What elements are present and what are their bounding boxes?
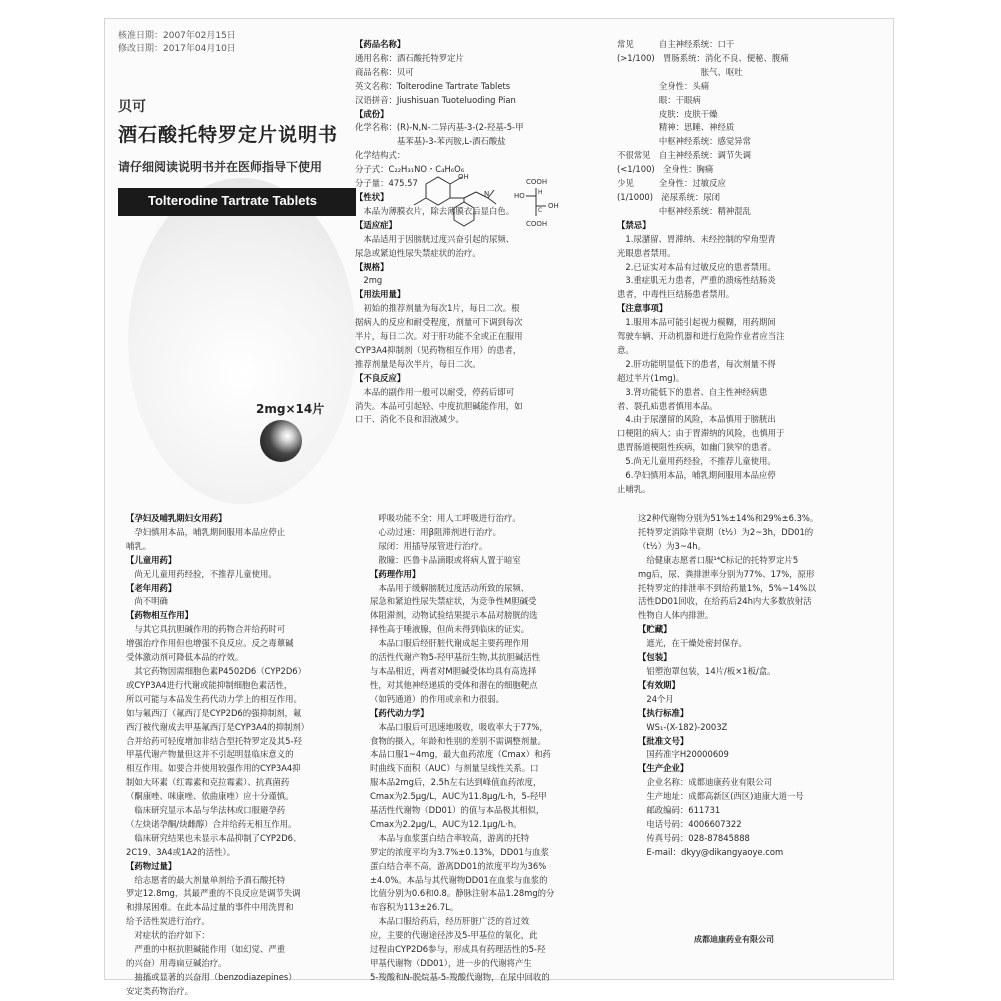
text-line: 性，对其他神经递质的受体和潜在的细胞靶点 (370, 679, 538, 690)
section-heading: 【有效期】 (638, 679, 680, 690)
text-line: 分子量：475.57 (355, 178, 418, 189)
text-line: 蛋白结合率不高，游离DD01的浓度平均为36% (370, 860, 547, 871)
text-line: 过程由CYP2D6参与，形成具有药理活性的5-羟 (370, 944, 546, 955)
ring-phenyl (454, 202, 474, 226)
text-line: 严重的中枢抗胆碱能作用（如幻觉、严重 (126, 944, 286, 955)
text-line: 尿急和紧迫性尿失禁症状，为竞争性M胆碱受 (370, 596, 537, 607)
text-line: 合并给药可轻度增加非结合型托特罗定及其5-羟 (126, 735, 302, 746)
text-line: (1/1000) 泌尿系统：尿闭 (617, 191, 720, 202)
text-line: 口梗阻的病人；由于胃滞纳的风险，也慎用于 (617, 428, 785, 439)
text-line: E-mail：dkyy@dikangyaoye.com (638, 846, 784, 857)
text-line: 驾驶车辆、开动机器和进行危险作业者应当注 (617, 331, 785, 342)
text-line: 本品口服后经肝脏代谢成起主要药理作用 (370, 638, 530, 649)
text-line: 2.肝功能明显低下的患者，每次剂量不得 (617, 358, 776, 369)
text-line: 化学结构式： (355, 150, 406, 161)
ring-upper (426, 177, 450, 205)
section-heading: 【适应症】 (355, 219, 397, 230)
text-line: 分子式：C₂₂H₃₁NO・C₄H₆O₆ (355, 164, 465, 175)
text-line: 常见 自主神经系统：口干 (617, 39, 735, 49)
text-line: 3.肾功能低下的患者、自主性神经病患 (617, 386, 768, 397)
text-line: 意。 (617, 344, 634, 355)
text-line: 本品用于缓解膀胱过度活动所致的尿频、 (370, 582, 530, 593)
usage-instruction: 请仔细阅读说明书并在医师指导下使用 (118, 160, 323, 174)
text-line: 应，主要的代谢途径涉及5-甲基位的氧化，此 (370, 930, 538, 941)
text-line: 本品口服1~4mg，最大血药浓度（Cmax）和药 (370, 749, 551, 760)
text-line: 哺乳。 (126, 540, 152, 551)
text-line: 铝塑泡罩包装，14片/板×1板/盒。 (638, 665, 776, 676)
text-line: 罗定12.8mg，其最严重的不良反应是调节失调 (126, 888, 301, 899)
section-heading: 【成份】 (355, 108, 389, 119)
text-line: 推荐剂量是每次半片，每日二次。 (355, 358, 481, 369)
text-line: 通用名称：酒石酸托特罗定片 (355, 52, 464, 63)
section-heading: 【性状】 (355, 191, 389, 202)
section-heading: 【贮藏】 (638, 624, 672, 635)
text-line: 体阻滞剂，动物试验结果提示本品对膀胱的选 (370, 610, 538, 621)
text-line: 初始的推荐剂量为每次1片，每日二次。根 (355, 303, 520, 314)
text-line: 4.由于尿潴留的风险，本品慎用于膀胱出 (617, 414, 776, 425)
text-line: 胀气、呕吐 (617, 66, 743, 77)
text-line: 5-羧酸和N-脱烷基-5-羧酸代谢物，在尿中回收的 (370, 971, 550, 982)
text-line: 基活性代谢物（DD01）的值与本品极其相似， (370, 805, 545, 816)
text-line: 国药准字H20000609 (638, 749, 729, 760)
brand-name: 贝可 (118, 99, 146, 115)
cooh-top: COOH (526, 178, 548, 186)
text-line: 食物的摄入，年龄和性别的差别不需调整剂量。 (370, 735, 546, 746)
text-line: 汉语拼音：Jiushisuan Tuoteluoding Pian (355, 94, 516, 105)
text-line: （左炔诺孕酮/炔雌醇）合并给药无相互作用。 (126, 818, 297, 829)
text-line: Cmax为2.5μg/L，AUC为11.8μg/L·h，5-羟甲 (370, 791, 547, 802)
text-line: 皮肤：皮肤干燥 (617, 108, 718, 119)
section-heading: 【孕妇及哺乳期妇女用药】 (126, 513, 227, 523)
text-line: 者、裂孔疝患者慎用本品。 (617, 400, 718, 411)
text-line: 2mg (355, 275, 383, 286)
chain-bond-2 (464, 192, 476, 198)
text-line: 本品适用于因膀胱过度兴奋引起的尿频、 (355, 233, 515, 244)
text-line: 西汀被代谢成去甲基氟西汀是CYP3A4的抑制剂） (126, 721, 310, 732)
text-line: 受体激动剂可降低本品的疗效。 (126, 652, 244, 663)
footer-company: 成都迪康药业有限公司 (694, 935, 774, 944)
revision-dates (118, 30, 236, 56)
text-line: （酮康唑、咪康唑、依曲康唑）应十分谨慎。 (126, 791, 294, 802)
text-line: 临床研究结果也未显示本品抑制了CYP2D6、 (126, 832, 302, 843)
text-line: 甲基代谢物（DD01），进一步的代谢将产生 (370, 958, 532, 968)
text-line: 商品名称：贝可 (355, 66, 414, 77)
text-line: 尚不明确 (126, 596, 168, 607)
text-line: 甲基代谢产物量但这并不引起明显临床意义的 (126, 749, 294, 760)
text-line: 化学名称：(R)-N,N-二异丙基-3-(2-羟基-5-甲 (355, 122, 524, 133)
text-line: 增强治疗作用但也增强不良反应。反之毒蕈碱 (126, 638, 294, 649)
text-line: 给志愿者的最大剂量单剂给予酒石酸托特 (126, 874, 286, 885)
section-heading: 【药代动力学】 (370, 707, 429, 718)
column-pharmacology (370, 512, 618, 985)
text-line: 如与氟西汀（氟西汀是CYP2D6的强抑制剂，氟 (126, 707, 302, 718)
text-line: 安定类药物治疗。 (126, 985, 193, 996)
text-line: (<1/100) 全身性：胸痛 (617, 164, 714, 175)
section-heading: 【包装】 (638, 652, 672, 663)
oh-b-label: OH (548, 202, 559, 210)
text-line: 和排尿困难。在此本品过量的事件中用洗胃和 (126, 902, 294, 913)
text-line: 尿闭：用插导尿管进行治疗。 (370, 540, 488, 551)
text-line: WS₁-(X-182)-2003Z (638, 721, 728, 732)
text-line: 的兴奋）用毒扁豆碱治疗。 (126, 958, 227, 968)
section-heading: 【规格】 (355, 261, 389, 272)
text-line: 对症状的治疗如下： (126, 930, 210, 941)
text-line: Cmax为2.2μg/L，AUC为12.1μg/L·h。 (370, 818, 522, 829)
text-line: 临床研究显示本品与华法林或口服避孕药 (126, 805, 286, 816)
text-line: 或CYP3A4进行代谢或能抑制细胞色素活性， (126, 679, 293, 690)
section-heading: 【药理作用】 (370, 568, 421, 579)
ho-label: HO (514, 192, 525, 200)
section-heading: 【不良反应】 (355, 372, 406, 383)
h-label: H (538, 189, 543, 196)
text-line: 2.已证实对本品有过敏反应的患者禁用。 (617, 261, 776, 272)
text-line: ±4.0%。本品与其代谢物DD01在血浆与血浆的 (370, 874, 548, 885)
column-pregnancy-interactions (126, 512, 354, 999)
text-line: 本品口服后可迅速地吸收，吸收率大于77%， (370, 721, 548, 732)
text-line: 与其它具抗胆碱作用的药物合并给药时可 (126, 624, 286, 635)
section-heading: 【执行标准】 (638, 707, 689, 718)
text-line: 超过半片(1mg)。 (617, 372, 685, 383)
text-line: 性物自人体内排泄。 (638, 610, 714, 621)
section-heading: 【药物相互作用】 (126, 610, 193, 621)
column-storage-manufacturer (638, 512, 880, 860)
text-line: 口干、消化不良和泪液减少。 (355, 414, 464, 425)
text-line: 3.重症肌无力患者，严重的溃疡性结肠炎 (617, 275, 776, 286)
text-line: 英文名称：Tolterodine Tartrate Tablets (355, 80, 511, 91)
text-line: 这2种代谢物分别为51%±14%和29%±6.3%。 (638, 513, 819, 523)
text-line: 据病人的反应和耐受程度，剂量可下调到每次 (355, 317, 523, 328)
text-line: 5.尚无儿童用药经验，不推荐儿童使用。 (617, 456, 776, 467)
text-line: mg后，尿、粪排泄率分别为77%、17%，原形 (638, 568, 815, 579)
section-heading: 【药物过量】 (126, 860, 177, 871)
text-line: 1.服用本品可能引起视力模糊，用药期间 (617, 317, 776, 328)
column-adverse-reactions (617, 38, 882, 497)
text-line: 传真号码：028-87845888 (638, 832, 750, 843)
decorative-disc (128, 178, 356, 504)
c-label: C (538, 207, 543, 214)
text-line: 本品与血浆蛋白结合率较高，游离的托特 (370, 832, 530, 843)
document-title: 酒石酸托特罗定片说明书 (118, 124, 339, 146)
text-line: 患胃肠道梗阻性疾病，如幽门狭窄的患者。 (617, 442, 777, 453)
text-line: (>1/100) 胃肠系统：消化不良、便秘、腹痛 (617, 52, 789, 63)
section-heading: 【禁忌】 (617, 219, 651, 230)
text-line: （如钙通道）的作用或亲和力很弱。 (370, 693, 504, 704)
text-line: 半片，每日二次。对于肝功能不全或正在服用 (355, 331, 523, 342)
text-line: 中枢神经系统：感觉异常 (617, 136, 751, 147)
text-line: 给健康志愿者口服¹⁴C标记的托特罗定片5 (638, 554, 799, 565)
text-line: 邮政编码：611731 (638, 805, 721, 816)
text-line: 消失。本品可引起轻、中度抗胆碱能作用，如 (355, 400, 523, 411)
text-line: 止哺乳。 (617, 484, 651, 494)
oh-label: OH (458, 173, 469, 181)
text-line: 制如大环素（红霉素和克拉霉素）、抗真菌药 (126, 777, 290, 788)
text-line: 眼：干眼病 (617, 94, 701, 105)
approval-date: 核准日期：2007年02月15日 (118, 31, 236, 41)
text-line: 托特罗定消除半衰期（t½）为2~3h，DD01的 (638, 526, 814, 537)
text-line: 时曲线下面积（AUC）与剂量呈线性关系。口 (370, 763, 539, 774)
text-line: 本品的副作用一般可以耐受，停药后即可 (355, 386, 515, 397)
column-drug-info (355, 38, 617, 427)
section-heading: 【药品名称】 (355, 39, 406, 49)
revision-date: 修改日期：2017年04月10日 (118, 44, 236, 54)
text-line: 与本品相近，两者对M胆碱受体均具有高选择 (370, 665, 537, 676)
text-line: 中枢神经系统：精神混乱 (617, 205, 751, 216)
chemical-structure (398, 172, 578, 232)
text-line: 尚无儿童用药经验，不推荐儿童使用。 (126, 568, 277, 579)
text-line: 患者，中毒性巨结肠患者禁用。 (617, 289, 735, 300)
text-line: 比值分别为0.6和0.8。静脉注射本品1.28mg的分 (370, 888, 555, 899)
methyl-bond (414, 198, 426, 205)
section-heading: 【批准文号】 (638, 735, 689, 746)
text-line: 精神：思睡、神经质 (617, 122, 735, 133)
text-line: 活性DD01回收，在给药后24h内大多数放射活 (638, 596, 812, 607)
text-line: 相互作用。如要合并使用较强作用的CYP3A4抑 (126, 763, 301, 774)
text-line: 基苯基)-3-苯丙胺,L-酒石酸盐 (355, 136, 506, 147)
text-line: 的活性代谢产物5-羟甲基衍生物,其抗胆碱活性 (370, 652, 541, 663)
isopropyl-bond-2 (488, 198, 496, 204)
section-heading: 【老年用药】 (126, 582, 177, 593)
pill-image (260, 420, 302, 462)
section-heading: 【用法用量】 (355, 289, 406, 300)
english-name: Tolterodine Tartrate Tablets (148, 193, 318, 208)
text-line: 给予活性炭进行治疗。 (126, 916, 210, 927)
text-line: 6.孕妇慎用本品，哺乳期间服用本品应停 (617, 470, 776, 481)
text-line: 生产地址：成都高新区(西区)迪康大道一号 (638, 791, 804, 802)
text-line: CYP3A4抑制剂（见药物相互作用）的患者， (355, 344, 522, 355)
text-line: 本品为薄膜衣片，除去薄膜衣后显白色。 (355, 205, 515, 216)
text-line: 企业名称：成都迪康药业有限公司 (638, 777, 772, 788)
text-line: 其它药物因需细胞色素P4502D6（CYP2D6） (126, 665, 306, 676)
text-line: 1.尿潴留、胃滞纳、未经控制的窄角型青 (617, 233, 776, 244)
text-line: 罗定的浓度平均为3.7%±0.13%，DD01与血浆 (370, 846, 549, 857)
text-line: 择性高于唾液腺，但尚未得到临床的证实。 (370, 624, 530, 635)
text-line: 尿急或紧迫性尿失禁症状的治疗。 (355, 247, 481, 258)
text-line: 所以可能与本品发生药代动力学上的相互作用。 (126, 693, 302, 704)
text-line: 本品口服给药后，经历肝脏广泛的首过效 (370, 916, 530, 927)
section-heading: 【注意事项】 (617, 303, 668, 314)
text-line: 布容积为113±26.7L。 (370, 902, 459, 913)
text-line: 不很常见 自主神经系统：调节失调 (617, 150, 751, 161)
text-line: （t½）为3~4h。 (638, 540, 706, 551)
section-heading: 【儿童用药】 (126, 554, 177, 565)
text-line: 光眼患者禁用。 (617, 247, 676, 258)
text-line: 24个月 (638, 693, 674, 704)
n-label: N (484, 190, 490, 198)
text-line: 呼吸功能不全：用人工呼吸进行治疗。 (370, 513, 521, 523)
section-heading: 【生产企业】 (638, 763, 689, 774)
package-spec: 2mg×14片 (256, 402, 325, 416)
text-line: 电话号码：4006607322 (638, 818, 742, 829)
text-line: 全身性：头痛 (617, 80, 710, 91)
text-line: 散瞳：匹鲁卡品滴眼或将病人置于暗室 (370, 554, 521, 565)
text-line: 服本品2mg后，2.5h左右达到峰值血药浓度， (370, 777, 542, 788)
text-line: 心动过速：用β阻滞剂进行治疗。 (370, 526, 501, 537)
text-line: 孕妇慎用本品，哺乳期间服用本品应停止 (126, 526, 286, 537)
text-line: 少见 全身性：过敏反应 (617, 178, 726, 189)
text-line: 遮光，在干燥处密封保存。 (638, 638, 747, 649)
text-line: 抽搐或显著的兴奋用（benzodiazepines） (126, 971, 297, 982)
text-line: 2C19、3A4或1A2的活性）。 (126, 846, 236, 857)
text-line: 托特罗定的排泄率不到给药量1%，5%~14%以 (638, 582, 816, 593)
cooh-bottom: COOH (526, 220, 548, 228)
